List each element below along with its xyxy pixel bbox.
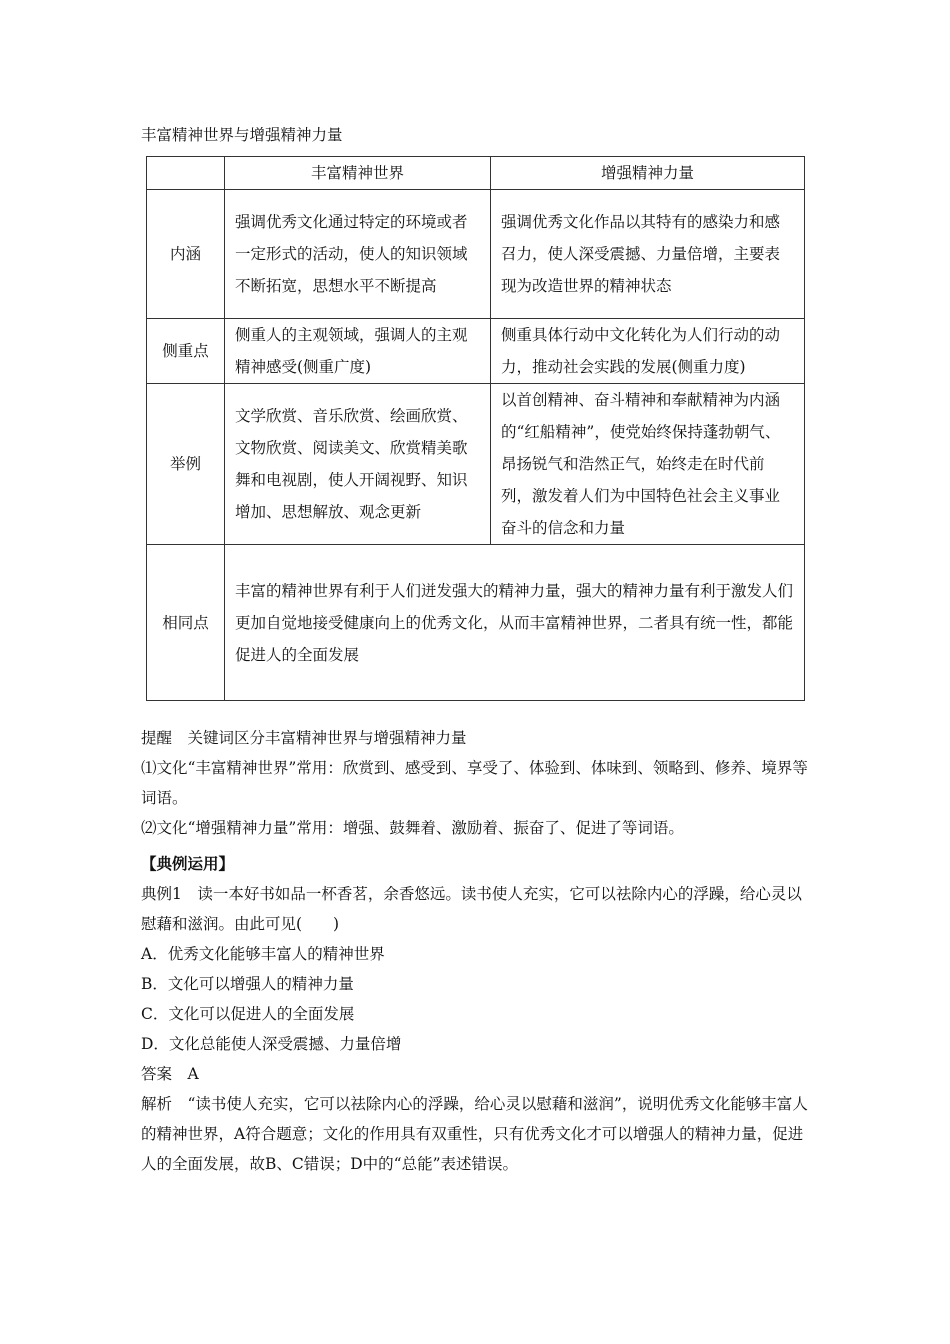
tip-heading: 提醒 关键词区分丰富精神世界与增强精神力量 (141, 729, 467, 747)
table-header-row (147, 157, 805, 190)
table-row (147, 545, 805, 701)
row-label: 相同点 (147, 545, 225, 701)
table-row (147, 384, 805, 545)
option-a: A．优秀文化能够丰富人的精神世界 (141, 945, 385, 963)
tip-item-2: ⑵文化“增强精神力量”常用：增强、鼓舞着、激励着、振奋了、促进了等词语。 (141, 819, 684, 837)
row-label: 举例 (147, 384, 225, 545)
table-cell: 侧重人的主观领域，强调人的主观精神感受(侧重广度) (225, 319, 491, 384)
option-d: D．文化总能使人深受震撼、力量倍增 (141, 1035, 402, 1053)
table-cell: 文学欣赏、音乐欣赏、绘画欣赏、文物欣赏、阅读美文、欣赏精美歌舞和电视剧，使人开阔视野、知识增加、思想解放、观念更新 (225, 384, 491, 545)
row-label: 侧重点 (147, 319, 225, 384)
question-text: 典例1 读一本好书如品一杯香茗，余香悠远。读书使人充实，它可以祛除内心的浮躁，给心灵以慰藉和滋润。由此可见( ) (141, 885, 802, 933)
table-cell-merged: 丰富的精神世界有利于人们迸发强大的精神力量，强大的精神力量有利于激发人们更加自觉地接受健康向上的优秀文化，从而丰富精神世界，二者具有统一性，都能促进人的全面发展 (225, 545, 805, 701)
tip-item-1: ⑴文化“丰富精神世界”常用：欣赏到、感受到、享受了、体验到、体味到、领略到、修养、境界等词语。 (141, 759, 808, 807)
table-header-strengthen: 增强精神力量 (491, 157, 805, 190)
table-row (147, 190, 805, 319)
table-cell: 侧重具体行动中文化转化为人们行动的动力，推动社会实践的发展(侧重力度) (491, 319, 805, 384)
comparison-table (146, 156, 805, 701)
analysis-text: 解析 “读书使人充实，它可以祛除内心的浮躁，给心灵以慰藉和滋润”，说明优秀文化能够丰富人的精神世界，A符合题意；文化的作用具有双重性，只有优秀文化才可以增强人的精神力量，促进人的全面发展，故B、C错误；D中的“总能”表述错误。 (141, 1095, 808, 1173)
table-header-enrich: 丰富精神世界 (225, 157, 491, 190)
example-section (141, 849, 813, 1179)
option-c: C．文化可以促进人的全面发展 (141, 1005, 355, 1023)
table-title: 丰富精神世界与增强精神力量 (141, 126, 343, 144)
tip-section (141, 723, 813, 843)
answer-text: 答案 A (141, 1065, 199, 1083)
table-cell: 强调优秀文化作品以其特有的感染力和感召力，使人深受震撼、力量倍增，主要表现为改造世界的精神状态 (491, 190, 805, 319)
option-b: B．文化可以增强人的精神力量 (141, 975, 354, 993)
row-label: 内涵 (147, 190, 225, 319)
table-row (147, 319, 805, 384)
section-heading: 【典例运用】 (141, 854, 235, 873)
table-cell: 以首创精神、奋斗精神和奉献精神为内涵的“红船精神”，使党始终保持蓬勃朝气、昂扬锐气和浩然正气，始终走在时代前列，激发着人们为中国特色社会主义事业奋斗的信念和力量 (491, 384, 805, 545)
table-cell: 强调优秀文化通过特定的环境或者一定形式的活动，使人的知识领域不断拓宽，思想水平不断提高 (225, 190, 491, 319)
table-header-corner (147, 157, 225, 190)
